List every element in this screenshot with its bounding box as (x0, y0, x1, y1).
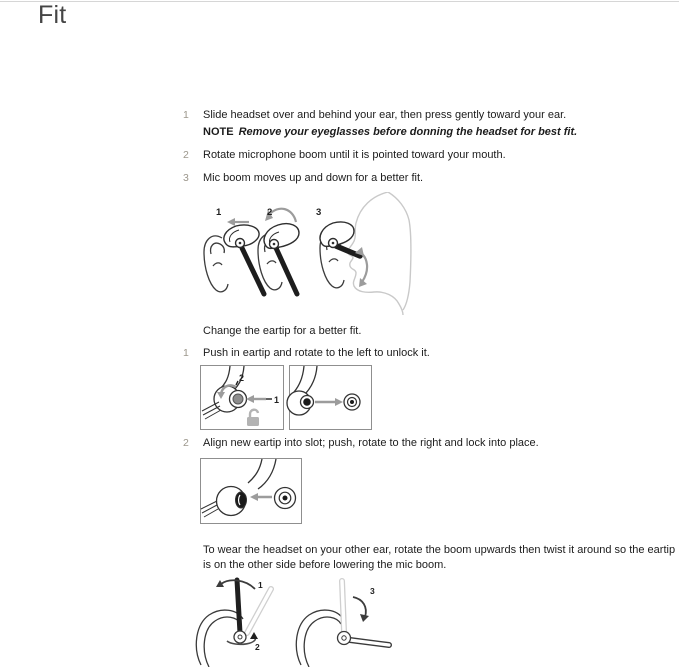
note-label: NOTE (203, 126, 234, 138)
eartip-unlock-illustration (200, 365, 372, 430)
eartip-mounted (230, 391, 247, 408)
eartip-detached (344, 394, 360, 410)
note-text: Remove your eyeglasses before donning the headset for best fit. (238, 126, 578, 138)
unlock-fig-label-1: 1 (274, 395, 280, 405)
ear-hook (296, 610, 343, 667)
eartip-step-1 (183, 346, 430, 360)
flip-fig-label-2: 2 (255, 642, 260, 652)
fit-step-2 (183, 148, 506, 162)
fit-fig-label-3: 3 (316, 207, 322, 218)
flip-fig-label-3: 3 (370, 586, 375, 596)
step-text: Align new eartip into slot; push, rotate to the right and lock into place. (203, 437, 539, 449)
step-text: Mic boom moves up and down for a better fit. (203, 172, 424, 184)
step-number: 2 (183, 149, 189, 161)
arrow-rotate-down-icon (353, 597, 369, 622)
flip-illustration (193, 577, 393, 667)
mic-boom (237, 580, 240, 633)
eartip-insert-illustration (200, 458, 302, 524)
flip-fig-label-1: 1 (258, 580, 263, 590)
step-number: 1 (183, 347, 189, 359)
top-divider (0, 1, 679, 2)
step-number: 2 (183, 437, 189, 449)
headset-boom-up (196, 580, 271, 667)
step-number: 1 (183, 109, 189, 121)
fit-step-1 (183, 108, 566, 122)
step-text: Rotate microphone boom until it is pointed toward your mouth. (203, 149, 506, 161)
eartip-intro: Change the eartip for a better fit. (203, 325, 362, 337)
ear-icon (204, 236, 228, 292)
step-text: Push in eartip and rotate to the left to unlock it. (203, 347, 430, 359)
page-title: Fit (38, 1, 67, 29)
eartip-step-2 (183, 436, 539, 450)
fit-fig-label-1: 1 (216, 207, 222, 218)
eartip-socket (236, 492, 247, 508)
other-ear-text: To wear the headset on your other ear, rotate the boom upwards then twist it around so the eartip is on the other side before lowering the mic boom. (203, 544, 676, 571)
step-number: 3 (183, 172, 189, 184)
fit-note (203, 125, 577, 139)
unlock-fig-label-2: 2 (239, 373, 245, 383)
fit-step-3 (183, 171, 423, 185)
step-text: Slide headset over and behind your ear, then press gently toward your ear. (203, 109, 567, 121)
fit-illustration (198, 192, 415, 315)
eartip-detached (275, 488, 296, 509)
fit-fig-label-2: 2 (267, 207, 273, 218)
arrow-up-down-icon (355, 247, 367, 287)
eartip-socket (301, 396, 314, 409)
headset-boom-down (296, 581, 389, 667)
